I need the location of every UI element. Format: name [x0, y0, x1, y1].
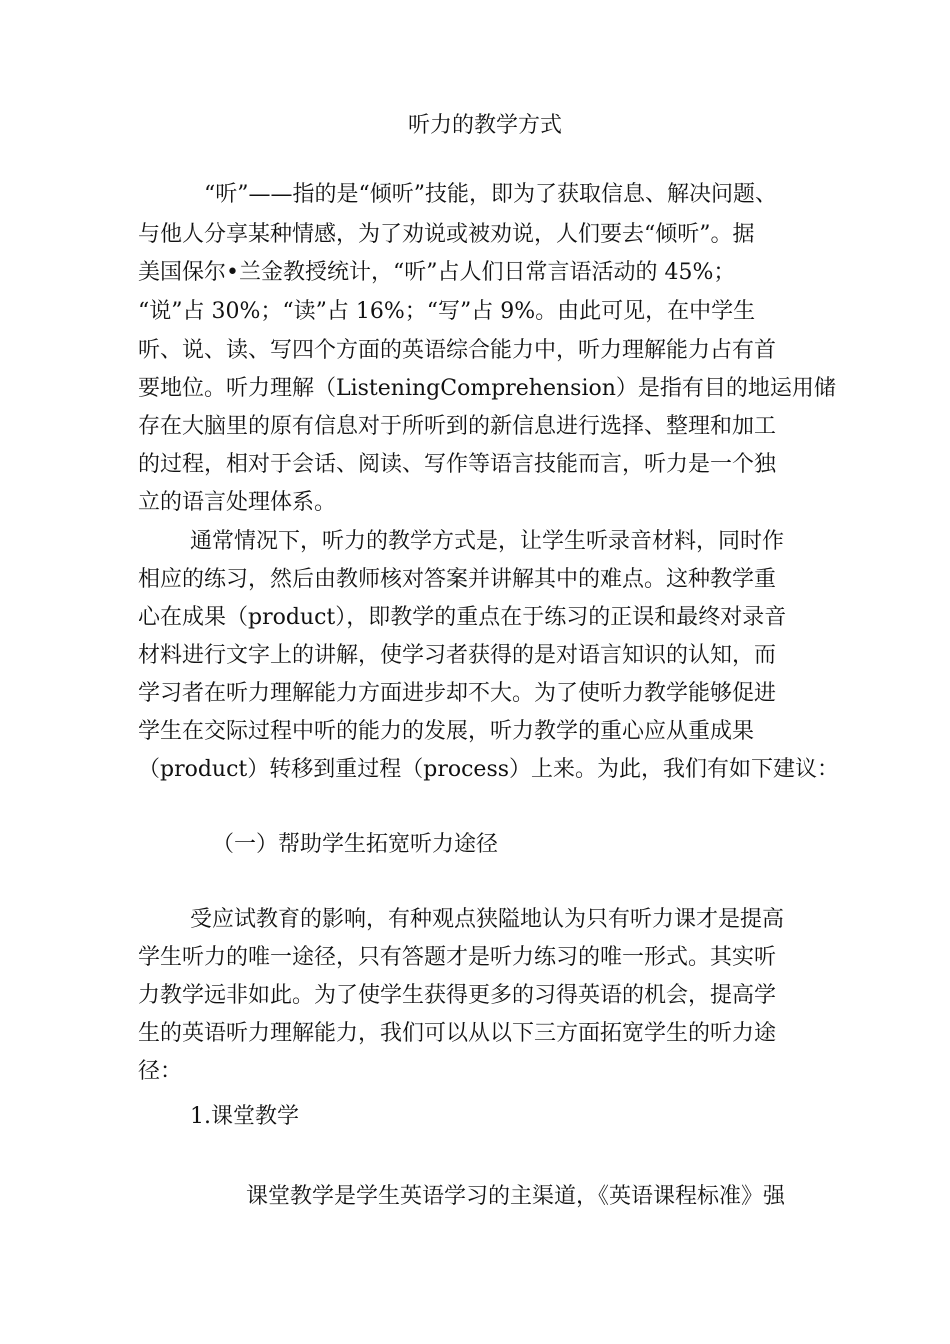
paragraph-line: 心在成果（product），即教学的重点在于练习的正误和最终对录音 [138, 605, 787, 630]
paragraph-line: 学生在交际过程中听的能力的发展，听力教学的重心应从重成果 [138, 719, 755, 744]
paragraph-line: 与他人分享某种情感，为了劝说或被劝说，人们要去“倾听”。据 [138, 222, 755, 247]
paragraph-line: “说”占 30%；“读”占 16%；“写”占 9%。由此可见，在中学生 [138, 299, 756, 324]
paragraph-line: 要地位。听力理解（ListeningComprehension）是指有目的地运用储 [138, 376, 836, 401]
paragraph-line: 课堂教学是学生英语学习的主渠道，《英语课程标准》强 [246, 1184, 786, 1209]
paragraph-line: 存在大脑里的原有信息对于所听到的新信息进行选择、整理和加工 [138, 414, 777, 439]
paragraph-line: 径： [138, 1059, 183, 1084]
paragraph-line: 材料进行文字上的讲解，使学习者获得的是对语言知识的认知，而 [138, 643, 777, 668]
section-heading: （一）帮助学生拓宽听力途径 [212, 832, 499, 857]
paragraph-line: 学习者在听力理解能力方面进步却不大。为了使听力教学能够促进 [138, 681, 777, 706]
paragraph-line: 受应试教育的影响，有种观点狭隘地认为只有听力课才是提高 [190, 907, 785, 932]
paragraph-line: 的过程，相对于会话、阅读、写作等语言技能而言，听力是一个独 [138, 452, 777, 477]
paragraph-line: 相应的练习，然后由教师核对答案并讲解其中的难点。这种教学重 [138, 567, 777, 592]
paragraph-line: 听、说、读、写四个方面的英语综合能力中，听力理解能力占有首 [138, 338, 777, 363]
document-title: 听力的教学方式 [407, 113, 562, 138]
item-heading: 1.课堂教学 [190, 1104, 299, 1129]
paragraph-line: “听”——指的是“倾听”技能，即为了获取信息、解决问题、 [204, 182, 777, 207]
paragraph-line: 立的语言处理体系。 [138, 490, 337, 515]
paragraph-line: 力教学远非如此。为了使学生获得更多的习得英语的机会，提高学 [138, 983, 777, 1008]
paragraph-line: 生的英语听力理解能力，我们可以从以下三方面拓宽学生的听力途 [138, 1021, 777, 1046]
paragraph-line: 通常情况下，听力的教学方式是，让学生听录音材料，同时作 [190, 529, 785, 554]
paragraph-line: （product）转移到重过程（process）上来。为此，我们有如下建议： [138, 757, 840, 782]
paragraph-line: 学生听力的唯一途径，只有答题才是听力练习的唯一形式。其实听 [138, 945, 777, 970]
paragraph-line: 美国保尔•兰金教授统计，“听”占人们日常言语活动的 45%； [138, 260, 736, 285]
